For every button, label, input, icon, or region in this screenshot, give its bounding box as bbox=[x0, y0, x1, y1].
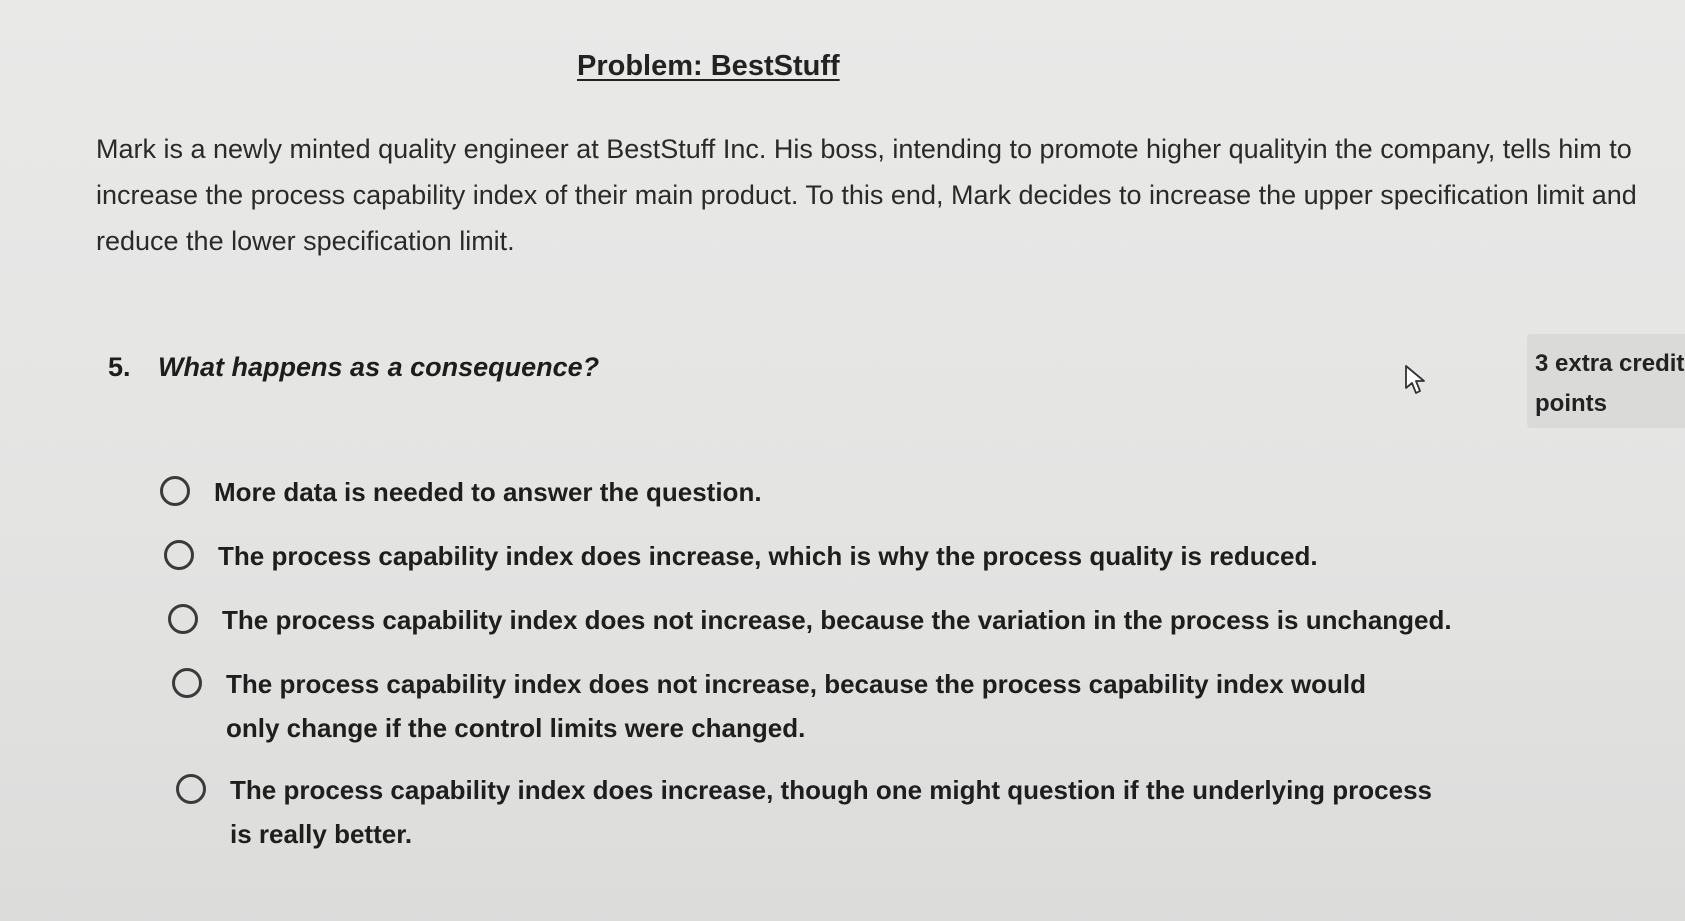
question-header bbox=[108, 352, 599, 383]
problem-title: Problem: BestStuff bbox=[577, 50, 840, 82]
answer-option-3[interactable] bbox=[168, 598, 1468, 642]
radio-button-icon[interactable] bbox=[168, 604, 198, 634]
problem-description bbox=[96, 126, 1676, 264]
radio-button-icon[interactable] bbox=[176, 774, 206, 804]
points-badge-line1: 3 extra credit bbox=[1535, 350, 1685, 377]
question-text: What happens as a consequence? bbox=[158, 352, 600, 382]
question-number: 5. bbox=[108, 352, 131, 382]
answer-option-1[interactable] bbox=[160, 470, 1440, 514]
answer-option-label: The process capability index does increase, which is why the process quality is reduced. bbox=[218, 541, 1318, 571]
answer-option-label: The process capability index does increase, though one might question if the underlying process is really better. bbox=[230, 775, 1433, 849]
answer-option-label: The process capability index does not increase, because the variation in the process is unchanged. bbox=[222, 605, 1452, 635]
answer-option-4[interactable] bbox=[172, 662, 1412, 750]
radio-button-icon[interactable] bbox=[164, 540, 194, 570]
answer-option-5[interactable] bbox=[176, 768, 1436, 856]
answer-option-2[interactable] bbox=[164, 534, 1444, 578]
points-badge bbox=[1527, 334, 1685, 428]
answer-option-label: More data is needed to answer the question. bbox=[214, 477, 762, 507]
problem-description-text: Mark is a newly minted quality engineer at BestStuff Inc. His boss, intending to promote higher qualityin the company, tells him to increase the process capability index of their main product. To this end, Mark decides to increase the upper specification limit and reduce the lower specification limit. bbox=[96, 134, 1637, 256]
answer-option-label: The process capability index does not increase, because the process capability index would only change if the control limits were changed. bbox=[226, 669, 1367, 743]
radio-button-icon[interactable] bbox=[172, 668, 202, 698]
mouse-pointer-icon bbox=[1403, 364, 1427, 396]
points-badge-line2: points bbox=[1535, 390, 1607, 417]
radio-button-icon[interactable] bbox=[160, 476, 190, 506]
